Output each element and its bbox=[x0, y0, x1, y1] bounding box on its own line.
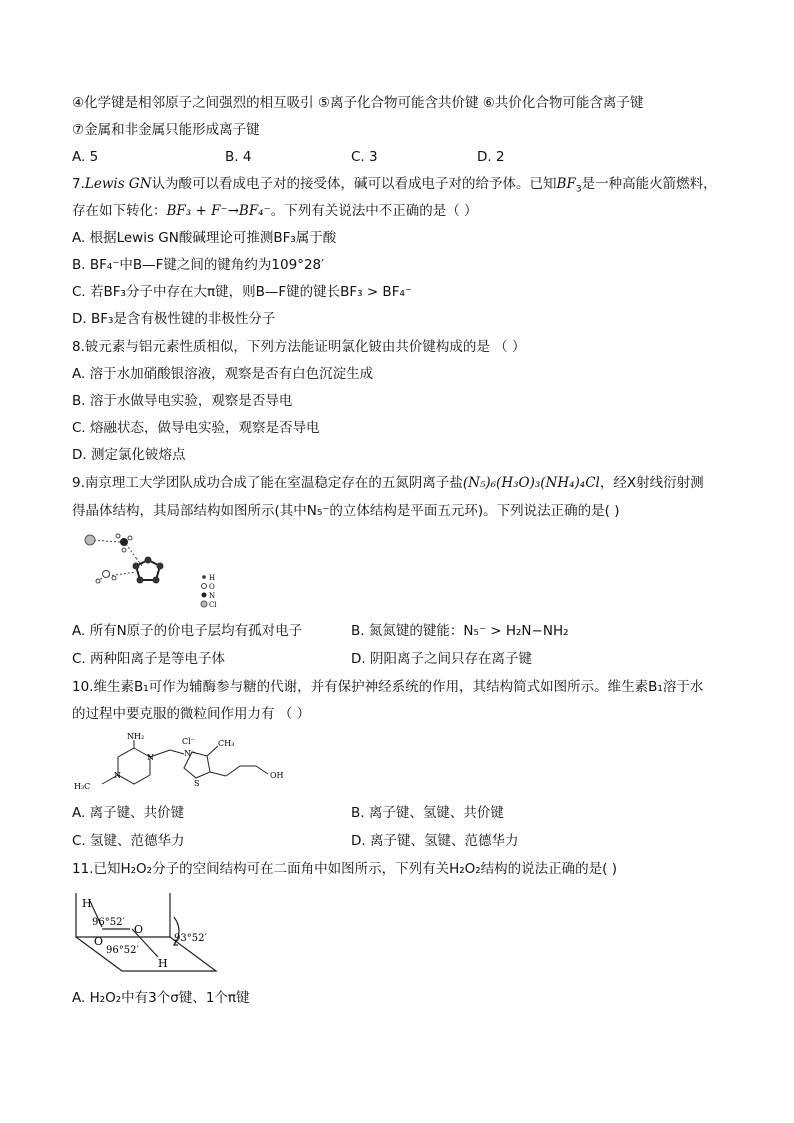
legend-n: N bbox=[209, 592, 216, 600]
label-h-bottom: H bbox=[158, 957, 168, 970]
q10-option-a: A. 离子键、共价键 bbox=[72, 805, 185, 821]
label-cl: Cl⁻ bbox=[182, 737, 195, 746]
q7-stem-text: 认为酸可以看成电子对的接受体，碱可以看成电子对的给予体。已知 bbox=[151, 176, 557, 192]
label-angle-2: 96°52′ bbox=[106, 945, 139, 956]
q7-option-d: D. BF₃是含有极性键的非极性分子 bbox=[72, 311, 276, 327]
q9-stem-text: 9.南京理工大学团队成功合成了能在室温稳定存在的五氮阴离子盐 bbox=[72, 475, 463, 491]
q9-stem-line-2: 得晶体结构，其局部结构如图所示(其中N₅⁻的立体结构是平面五元环)。下列说法正确的是( ) bbox=[72, 503, 620, 519]
q10-vitamin-b1-structure bbox=[72, 730, 342, 798]
label-angle-3: 93°52′ bbox=[174, 933, 207, 944]
q7-lewis: Lewis GN bbox=[84, 176, 152, 192]
q6-option-c: C. 3 bbox=[351, 149, 378, 165]
q7-number: 7. bbox=[72, 176, 85, 192]
q8-stem: 8.铍元素与铝元素性质相似，下列方法能证明氯化铍由共价键构成的是 （ ） bbox=[72, 339, 526, 355]
q9-formula: (N₅)₆(H₃O)₃(NH₄)₄Cl bbox=[462, 475, 600, 491]
label-ch3: CH₃ bbox=[218, 739, 235, 748]
label-nh2: NH₂ bbox=[127, 732, 145, 741]
q9-stem-line-1 bbox=[72, 473, 704, 493]
q10-stem-line-1: 10.维生素B₁可作为辅酶参与糖的代谢，并有保护神经系统的作用，其结构简式如图所示。维生素B₁溶于水 bbox=[72, 679, 704, 695]
q9-option-a: A. 所有N原子的价电子层均有孤对电子 bbox=[72, 623, 303, 639]
q7-stem-text-c: 存在如下转化： bbox=[72, 203, 167, 219]
q10-option-d: D. 离子键、氢键、范德华力 bbox=[351, 833, 519, 849]
label-s: S bbox=[194, 779, 200, 788]
q8-option-a: A. 溶于水加硝酸银溶液，观察是否有白色沉淀生成 bbox=[72, 366, 374, 382]
q8-option-b: B. 溶于水做导电实验，观察是否导电 bbox=[72, 393, 293, 409]
q7-stem-text-b: 是一种高能火箭燃料， bbox=[581, 176, 717, 192]
q7-stem-line-1 bbox=[72, 174, 717, 200]
label-n-bottom: N bbox=[114, 771, 121, 780]
label-angle-1: 96°52′ bbox=[92, 917, 125, 928]
q7-option-c: C. 若BF₃分子中存在大π键，则B—F键的键长BF₃ > BF₄⁻ bbox=[72, 284, 412, 300]
q9-option-c: C. 两种阳离子是等电子体 bbox=[72, 651, 226, 667]
q7-bf3: BF bbox=[556, 176, 576, 192]
q11-option-a: A. H₂O₂中有3个σ键、1个π键 bbox=[72, 990, 250, 1006]
q7-stem-line-2 bbox=[72, 201, 478, 221]
q6-option-a: A. 5 bbox=[72, 149, 99, 165]
q9-crystal-structure-figure bbox=[78, 528, 223, 614]
label-n-plus: N⁺ bbox=[184, 749, 196, 758]
label-oh: OH bbox=[270, 771, 284, 780]
q6-option-d: D. 2 bbox=[477, 149, 505, 165]
q8-option-c: C. 熔融状态，做导电实验，观察是否导电 bbox=[72, 420, 320, 436]
q11-h2o2-dihedral-figure bbox=[70, 889, 220, 977]
q10-stem-line-2: 的过程中要克服的微粒间作用力有 （ ） bbox=[72, 706, 311, 722]
label-n-top: N bbox=[147, 753, 154, 762]
legend-cl: Cl bbox=[209, 601, 217, 609]
q7-option-a: A. 根据Lewis GN酸碱理论可推测BF₃属于酸 bbox=[72, 230, 337, 246]
q7-stem-text-d: 。下列有关说法中不正确的是（ ） bbox=[270, 203, 478, 219]
q7-bf3-subscript: 3 bbox=[575, 184, 582, 195]
legend-o: O bbox=[209, 583, 215, 591]
legend-h: H bbox=[209, 574, 216, 582]
label-h3c: H₃C bbox=[74, 782, 91, 791]
label-h-top: H bbox=[82, 897, 92, 910]
q7-equation: BF₃ + F⁻→BF₄⁻ bbox=[166, 203, 271, 219]
q9-option-d: D. 阴阳离子之间只存在离子键 bbox=[351, 651, 532, 667]
q8-option-d: D. 测定氯化铍熔点 bbox=[72, 447, 186, 463]
q6-statement-line-1: ④化学键是相邻原子之间强烈的相互吸引 ⑤离子化合物可能含共价键 ⑥共价化合物可能含离子键 bbox=[72, 95, 644, 111]
q7-option-b: B. BF₄⁻中B—F键之间的键角约为109°28′ bbox=[72, 257, 325, 273]
label-o-left: O bbox=[94, 935, 104, 948]
label-o-right: O bbox=[134, 923, 144, 936]
q10-option-c: C. 氢键、范德华力 bbox=[72, 833, 185, 849]
q9-option-b: B. 氮氮键的键能：N₅⁻ > H₂N−NH₂ bbox=[351, 623, 569, 639]
q6-option-b: B. 4 bbox=[225, 149, 252, 165]
q6-statement-line-2: ⑦金属和非金属只能形成离子键 bbox=[72, 122, 260, 138]
q10-option-b: B. 离子键、氢键、共价键 bbox=[351, 805, 504, 821]
q11-stem: 11.已知H₂O₂分子的空间结构可在二面角中如图所示，下列有关H₂O₂结构的说法正确的是( ) bbox=[72, 861, 617, 877]
q9-stem-text-b: ，经X射线衍射测 bbox=[599, 475, 704, 491]
